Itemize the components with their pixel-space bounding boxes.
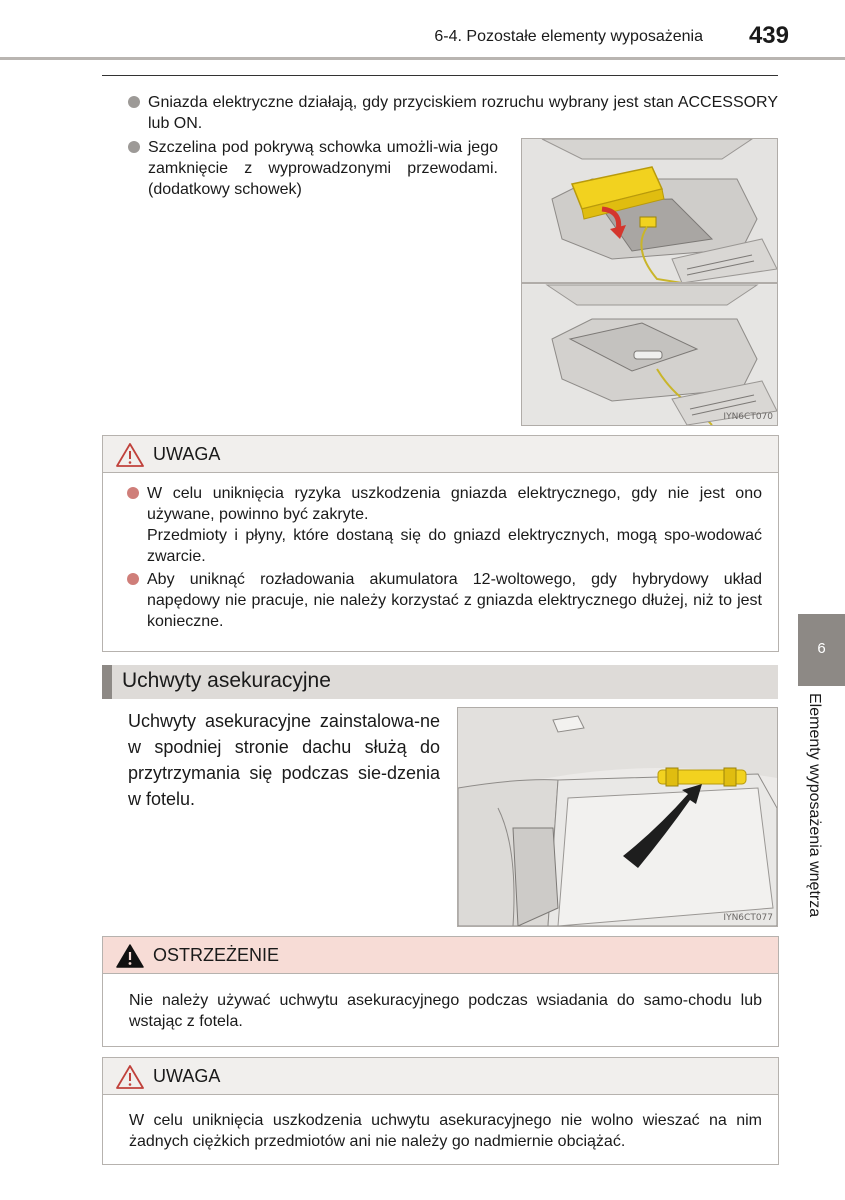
bullet-icon — [128, 141, 140, 153]
bullet-text: Szczelina pod pokrywą schowka umożli-wia jego zamknięcie z wyprowadzonymi przewodami. (dodatkowy schowek) — [148, 139, 498, 198]
chapter-label — [795, 693, 839, 963]
warning-triangle-icon — [115, 1064, 145, 1095]
section-heading — [102, 665, 778, 699]
list-item — [128, 92, 778, 134]
warning-triangle-icon — [115, 442, 145, 473]
page-number: 439 — [748, 22, 789, 49]
bullet-text-continued: Przedmioty i płyny, które dostaną się do gniazd elektrycznych, mogą spo-wodować zwarcie. — [147, 527, 762, 565]
caution-title: UWAGA — [153, 1066, 221, 1086]
figure-code: IYN6CT070 — [723, 412, 773, 422]
bullet-icon — [128, 96, 140, 108]
figure-storage-slot — [521, 138, 778, 426]
warning-title: OSTRZEŻENIE — [153, 945, 280, 965]
chapter-label-text: Elementy wyposażenia wnętrza — [806, 693, 823, 918]
caution-title: UWAGA — [153, 444, 221, 464]
list-item — [127, 569, 762, 632]
storage-slot-illustration — [522, 139, 777, 425]
figure-code: IYN6CT077 — [723, 913, 773, 923]
list-item — [128, 137, 498, 200]
caution-header — [103, 1058, 778, 1095]
caution-box — [102, 1057, 779, 1165]
figure-grab-handle — [457, 707, 778, 927]
caution-header — [103, 436, 778, 473]
caution-text: W celu uniknięcia uszkodzenia uchwytu asekuracyjnego nie wolno wieszać na nim żadnych ciężkich przedmiotów ani nie należy go nadmiernie obciążać. — [129, 1112, 762, 1150]
warning-header — [103, 937, 778, 974]
bullet-text: Gniazda elektryczne działają, gdy przyciskiem rozruchu wybrany jest stan ACCESSORY lub ON. — [148, 94, 778, 132]
chapter-tab[interactable] — [798, 614, 845, 686]
warning-box — [102, 936, 779, 1047]
chapter-number: 6 — [817, 640, 826, 657]
warning-text: Nie należy używać uchwytu asekuracyjnego podczas wsiadania do samo-chodu lub wstając z fotela. — [129, 992, 762, 1030]
caution-box — [102, 435, 779, 652]
bullet-icon — [127, 487, 139, 499]
bullet-text: Aby uniknąć rozładowania akumulatora 12-woltowego, gdy hybrydowy układ napędowy nie pracuje, nie należy korzystać z gniazda elektrycznego dłużej, niż to jest konieczne. — [147, 571, 762, 630]
section-title: Uchwyty asekuracyjne — [122, 669, 331, 692]
bullet-icon — [127, 573, 139, 585]
content-divider — [102, 75, 778, 76]
header-section-title: 6-4. Pozostałe elementy wyposażenia — [434, 28, 703, 45]
section-body: Uchwyty asekuracyjne zainstalowa-ne w spodniej stronie dachu służą do przytrzymania się podczas sie-dzenia w fotelu. — [128, 711, 440, 809]
warning-triangle-icon — [115, 943, 145, 974]
grab-handle-illustration — [458, 708, 777, 926]
list-item — [127, 483, 762, 567]
section-marker — [102, 665, 112, 699]
header-divider — [0, 57, 845, 60]
bullet-text: W celu uniknięcia ryzyka uszkodzenia gniazda elektrycznego, gdy nie jest ono używane, powinno być zakryte. — [147, 485, 762, 523]
